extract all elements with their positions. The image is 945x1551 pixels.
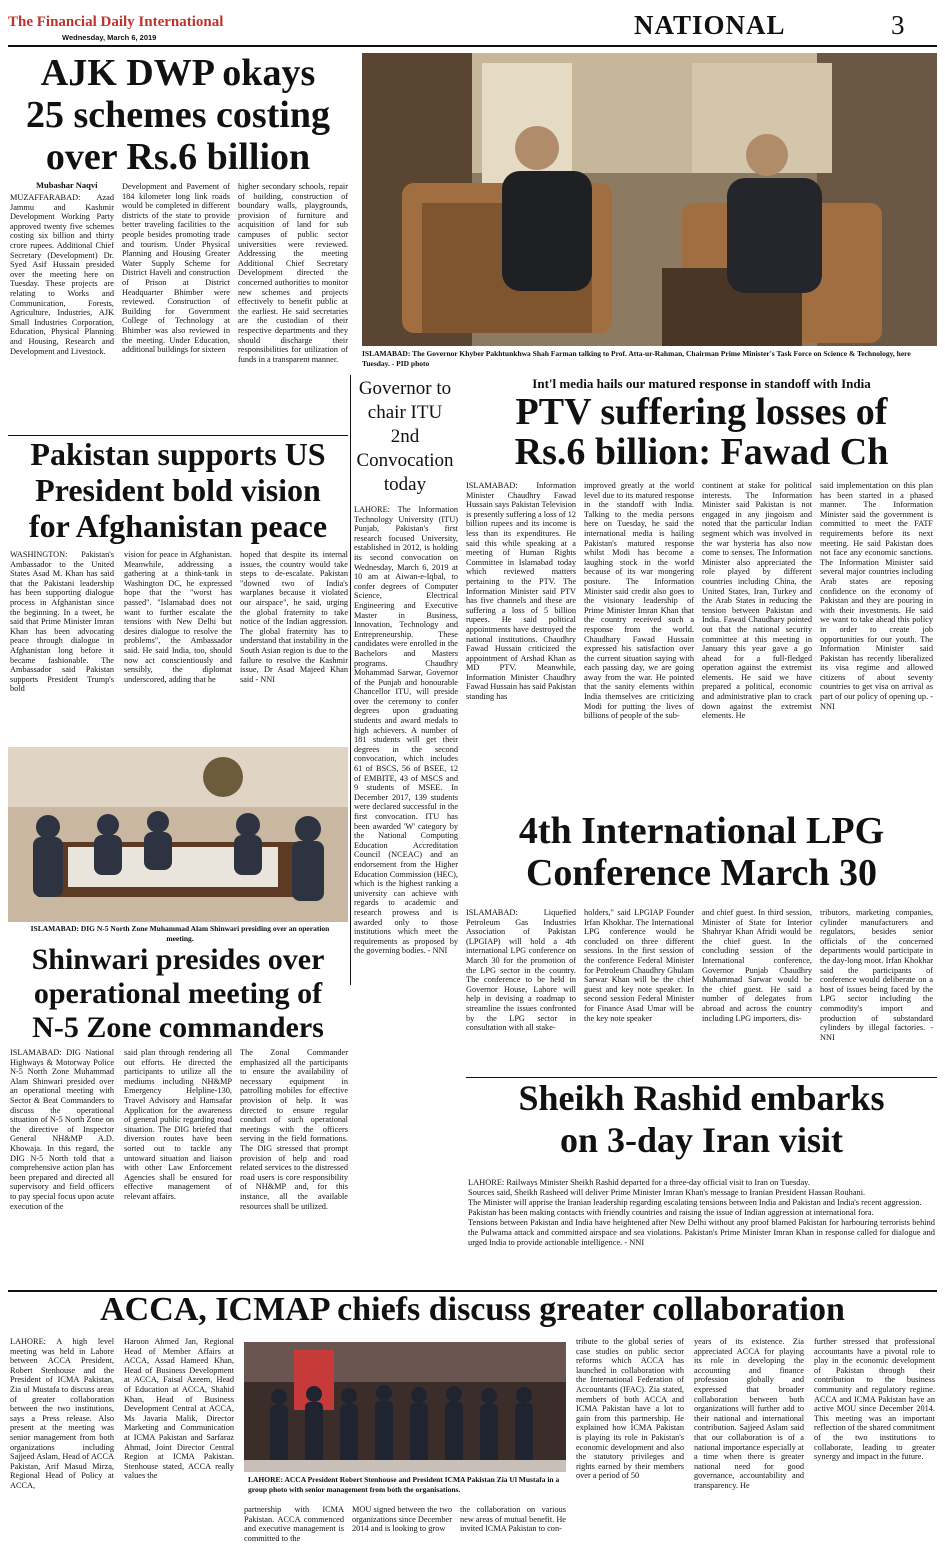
photo-governor-image: [362, 53, 937, 346]
masthead-date: Wednesday, March 6, 2019: [62, 33, 157, 42]
ptv-article: [466, 375, 937, 805]
rashid-para-1: LAHORE: Railways Minister Sheikh Rashid departed for a three-day official visit to Iran on Tuesday.: [468, 1178, 810, 1187]
acca-col-4: MOU signed between the two organizations since December 2014 and is looking to grow: [352, 1505, 452, 1534]
shinwari-col-1: ISLAMABAD: DIG National Highways & Motorway Police N-5 North Zone Muhammad Alam Shinwari presided over an operational meeting with Sector & Beat Commanders to discuss the operational situation of N-5 North Zone on the directive of Inspector General NH&MP A.D. Khowaja. In this regard, the DIG N-5 North told that a comprehensive action plan has been prepared and directed all supervisory and field officers to pay special focus upon acute execution of the: [10, 1048, 114, 1211]
ptv-headline-1: PTV suffering losses of: [515, 391, 888, 433]
afg-headline-3: for Afghanistan peace: [28, 508, 328, 544]
ptv-col-2: improved greatly at the world level due to its matured response in the standoff with India. Talking to the media persons here on Tuesday, he said the international media is hailing Pakistan's matured response whilst Modi has become a laughing stock in the world because of its war mongering posture. The Information Minister said credit also goes to the visionary leadership of Prime Minister Imran Khan that the country received such a response from the world. Chaudhary Fawad Hussain expressed his satisfaction over the current situation saying with each passing day, we are going away from the war. He pointed that the sanity elements within India themselves are criticizing Modi for putting the lives of billions of people of the sub-: [584, 481, 694, 721]
lpg-col-1: ISLAMABAD: Liquefied Petroleum Gas Industries Association of Pakistan (LPGIAP) will hold a 4th international LPG conference on March 30 for the promotion of the LPG sector in the country. The conference to be held in Governor House, Lahore will help in devising a roadmap to streamline the issues confronted by the LPG sector in consultation with all stake-: [466, 908, 576, 1033]
lpg-article: [466, 812, 937, 1077]
shinwari-article: [8, 944, 348, 1289]
lpg-col-3: and chief guest. In third session, Minister of State for Interior Shahryar Khan Afridi would be the chief guest. In the concluding session of the International conference, Governor Punjab Chaudhry Muhammad Sarwar would be the chief guest. He said a number of delegates from abroad and across the country including LPG importers, dis-: [702, 908, 812, 1023]
acca-col-3: partnership with ICMA Pakistan. ACCA commenced and executive management is committed to the: [244, 1505, 344, 1543]
rashid-body: [468, 1178, 935, 1290]
acca-col-1: LAHORE: A high level meeting was held in Lahore between ACCA President, Robert Stenhouse and the President of ICMA Pakistan, Zia ul Mustafa to discuss areas of greater collaboration between the two institutions, says a Press release. Also present at the meeting was senior management from both organizations including Sajjeed Aslam, Head of ACCA Pakistan, Arif Masud Mirza, Regional Head of Policy at ACCA,: [10, 1337, 114, 1490]
shinwari-col-3: The Zonal Commander emphasized all the participants to ensure the availability of necessary equipment in patrolling mobiles for effective provision of help. It was directed to ensure regular conduct of such operational meetings with the officers serving in the field formations. The DIG stressed that prompt provision of help and road related services to the distressed road users is core responsibility of NH&MP and, for this instance, all the available resources shall be utilized.: [240, 1048, 348, 1211]
lpg-col-2: holders," said LPGIAP Founder Irfan Khokhar. The International LPG conference would be concluded on three different sessions. In the first session of the conference Federal Minister for Petroleum Chaudhry Ghulam Sarwar Khan will be the chief guest and key note speaker. In second session Federal Minister for Finance Asad Umar will be the key note speaker: [584, 908, 694, 1023]
itu-article: [352, 375, 462, 1290]
shinwari-headline-2: operational meeting of: [33, 977, 323, 1010]
afg-headline-1: Pakistan supports US: [30, 436, 326, 472]
acca-col-6: tribute to the global series of case studies on public sector reforms which ACCA has launched in collaboration with the International Federation of Accountants (IFAC). Zia stated, members of both ACCA and ICMA Pakistan have a lot to gain from this partnership. He explained how ICMA Pakistan is playing its role in Pakistan's economic development and also the statutory privileges and rights earned by their members over a period of 50: [576, 1337, 684, 1481]
itu-text: LAHORE: The Information Technology University (ITU) Punjab, Pakistan's first research focused University, established in 2012, is holding its second convocation on Wednesday, March 6, 2019 at 10 am at Aiwan-e-Iqbal, to confer degrees of Computer Science, Electrical Engineering and Executive Master in Business, Innovation, Technology and Entrepreneurship. These candidates were enrolled in the Bachelors and Masters programs. Chaudhry Mohammad Sarwar, Governor of the Punjab and honourable Chancellor ITU, will preside over the ceremony to confer degrees upon graduating students and award medals to high achievers. A number of 181 students will get their degrees in the second convocation, which includes 61 of BSCS, 56 of BSEE, 12 of EMBITE, 43 of MSCS and 9 students of MSEE. In December 2017, 139 students were declared successful in the first convocation. ITU has been awarded 'W' category by the National Computing Education Accreditation Council (NCEAC) and an endorsement from the Higher Education Commission (HEC), which is the highest ranking a university can achieve with regards to academic and research prowess and is awarded only to those institutions which meet the requirements as proposed by the governing bodies. - NNI: [354, 505, 458, 956]
photo-dig-image: [8, 747, 348, 922]
rashid-para-2: Sources said, Sheikh Rasheed will deliver Prime Minister Imran Khan's message to Iranian President Hassan Rouhani.: [468, 1188, 866, 1197]
acca-group-photo: [244, 1342, 566, 1472]
shinwari-col-2: said plan through rendering all out efforts. He directed the participants to utilize all the mediums including NH&MP Emergency Helpline-130, Travel Advisory and Hamsafar Application for the awareness of general public regarding road situation. The DIG briefed that diversion routes have been sorted out to tackle any untoward situation and liaison with other Law Enforcement Agencies shall be ensured for effective management of relevant affairs.: [124, 1048, 232, 1201]
acca-col-7: years of its existence. Zia appreciated ACCA for playing its role in developing the accounting and finance profession globally and expressed that broader collaboration between both organizations will further add to their national and international contribution. Sajjeed Aslam said that our collaboration is of a national importance especially at a time when there is greater national need for good governance, accountability and transparency. He: [694, 1337, 804, 1490]
lpg-headline-2: Conference March 30: [525, 852, 878, 894]
shinwari-headline-3: N-5 Zone commanders: [32, 1011, 324, 1044]
ptv-kicker: Int'l media hails our matured response in standoff with India: [532, 376, 871, 391]
ptv-col-1: ISLAMABAD: Information Minister Chaudhry Fawad Hussain says Pakistan Television is presently suffering a loss of 12 billion rupees and its income is less than its expenditures. He said this while speaking at a meeting of Human Rights Committee in Islamabad today which reviewed matters pertaining to the PTV. The Information Minister said PTV has five channels and these are suffering a loss of 5 billion rupees. He said political appointments have destroyed the national institutions. Chaudhry Fawad Hussain criticized the appointment of Arshad Khan as MD PTV. Meanwhile, Information Minister Chaudhry Fawad Hussain has said Pakistan standing has: [466, 481, 576, 702]
itu-headline: Governor to chair ITU 2nd Convocation today: [356, 378, 454, 495]
ajk-col-1: MUZAFFARABAD: Azad Jammu and Kashmir Development Working Party approved twenty five schemes costing six billion and thirty crore rupees. Additional Chief Secretary (Development) Dr. Syed Asif Hussain presided over the meeting here on Tuesday. These projects are relating to Works and Communication, Forests, Agriculture, Industries, AJK Small Industries Corporation, Education, Physical Planning and Housing, Research and Development and Livestock.: [10, 193, 114, 356]
ajk-col-2: Development and Pavement of 184 kilometer long link roads would be completed in different districts of the state to provide better traveling facilities to the people besides promoting trade and tourism. Under Physical Planning and Housing Greater Water Supply Scheme for District Haveli and construction of Prison at District Headquarter Bhimber were reviewed. Construction of Building for Government College of Technology at Bhimber was also reviewed in the meeting. Under Education, additional buildings for sixteen: [122, 182, 230, 355]
afg-col-1: WASHINGTON: Pakistan's Ambassador to the United States Asad M. Khan has said that the Pakistani leadership has been supporting dialogue process in Afghanistan since the beginning. In a tweet, he said that Prime Minister Imran Khan has been advocating peace through dialogue in Afghanistan long before it became fashionable. The Ambassador said Pakistan supports President Trump's bold: [10, 550, 114, 694]
photo-dig-meeting: [8, 747, 348, 922]
acca-group-image: [244, 1342, 566, 1472]
afg-col-3: hoped that despite its internal issues, the country would take steps to de-escalate. Pakistan "downed two of India's warplanes because it violated our airspace", he said, urging the global fraternity to take notice of the Indian aggression. The global fraternity has to understand that instability in the South Asian region is due to the failure to resolve the Kashmir issue, Dr Asad Majeed Khan said - NNI: [240, 550, 348, 684]
shinwari-headline-1: Shinwari presides over: [31, 943, 325, 976]
rashid-para-3: The Minister will apprise the Iranian leadership regarding escalating tensions between India and Pakistan and India's recent aggression.: [468, 1198, 922, 1207]
acca-headline: ACCA, ICMAP chiefs discuss greater collaboration: [100, 1291, 845, 1328]
masthead-rule: [8, 45, 937, 47]
ajk-headline-2: 25 schemes costing: [26, 94, 330, 136]
ajk-col-3: higher secondary schools, repair of building, construction of boundary walls, playgrounds, provision of furniture and acquisition of land for sub campuses of public sector universities were reviewed. Addressing the meeting Additional Chief Secretary Development directed the concerned authorities to monitor new schemes and projects effectively to benefit public at the earliest. He said secretaries are the custodian of their respective departments and they should discharge their responsibilities for utilization of funds in a transparent manner.: [238, 182, 348, 364]
photo-governor-caption: ISLAMABAD: The Governor Khyber Pakhtunkhwa Shah Farman talking to Prof. Atta-ur-Rahman, Chairman Prime Minister's Task Force on Science & Technology, here Tuesday. - PID photo: [362, 349, 911, 368]
ajk-byline: Mubashar Naqvi: [36, 180, 98, 190]
rashid-headline-1: Sheikh Rashid embarks: [518, 1078, 885, 1118]
photo-dig-caption: ISLAMABAD: DIG N-5 North Zone Muhammad Alam Shinwari presiding over an operation meeting.: [30, 924, 330, 943]
acca-photo-caption: LAHORE: ACCA President Robert Stenhouse and President ICMA Pakistan Zia Ul Mustafa in a group photo with senior management from both the organisations.: [248, 1475, 560, 1494]
rashid-para-5: Tensions between Pakistan and India have heightened after New Delhi without any proof blamed Pakistan for harbouring terrorists behind the Pulwama attack and committed airspace and sea violations. Pakistan's Prime Minister Imran Khan in response called for dialogue and urged India to provide actionable intelligence. - NNI: [468, 1218, 935, 1247]
section-title: NATIONAL: [634, 10, 786, 40]
ajk-headline-1: AJK DWP okays: [40, 52, 316, 94]
ajk-article: [8, 50, 348, 435]
rashid-headline-2: on 3-day Iran visit: [559, 1120, 844, 1160]
page-number: 3: [891, 10, 905, 40]
ajk-headline-3: over Rs.6 billion: [45, 136, 311, 178]
masthead-paper-name: The Financial Daily International: [8, 14, 224, 30]
ptv-headline-2: Rs.6 billion: Fawad Ch: [514, 431, 889, 473]
acca-col-2: Haroon Ahmed Jan, Regional Head of Member Affairs at ACCA, Assad Hameed Khan, Head of Business Development at ACCA, Faisal Azeem, Head of Education at ACCA, Shahid Khan, Head of Business Development Central at ACCA, Ms Javaria Malik, Director Marketing and Communication at ICMA Pakistan and Sarfaraz Ahmad, Joint Director Central Region at ICMA Pakistan. Stenhouse stated, ACCA really values the: [124, 1337, 234, 1481]
acca-col-5: the collaboration on various new areas of mutual benefit. He invited ICMA Pakistan to con-: [460, 1505, 566, 1534]
lpg-col-4: tributors, marketing companies, cylinder manufacturers and regulators, besides senior officials of the concerned departments would participate in the day-long moot. Irfan Khokhar said the participants of conference would deliberate on a host of issues being faced by the LPG sector including the commodity's import and production of substandard cylinders by illegal factories. - NNI: [820, 908, 933, 1042]
rashid-article: [466, 1080, 937, 1290]
lpg-headline-1: 4th International LPG: [518, 810, 885, 852]
acca-article: [8, 1292, 937, 1551]
rashid-para-4: Pakistan has been making contacts with friendly countries and raising the issue of Indian aggression at international fora.: [468, 1208, 874, 1217]
afg-headline-2: President bold vision: [35, 472, 321, 508]
photo-governor-meeting: [362, 53, 937, 346]
ptv-col-4: said implementation on this plan has been started in a phased manner. The Information Minister said the government is committed to meet the FATF requirements before its next meeting. He said Pakistan does not face any economic sanctions. The Information Minister said several major countries including Arab states are reposing confidence on the economy of Pakistan and they are pouring in with their investments. He said we want to take ahead this policy in order to create job opportunities for our youth. The Information Minister said Pakistan has recently liberalized its visa regime and allowed citizens of about seventy countries to get visa on arrival as part of our policy of opening up. - NNI: [820, 481, 933, 711]
acca-col-8: further stressed that professional accountants have a pivotal role to play in the economic development of Pakistan through their contribution to the business community and regulatory regime. ACCA and ICMA Pakistan have an active MOU since December 2014. This meeting was an important reflection of the shared commitment of the two institutions to collaborate, leading to greater synergy and impact in the future.: [814, 1337, 935, 1462]
afg-col-2: vision for peace in Afghanistan. Meanwhile, addressing a gathering at a think-tank in Washington DC, he expressed hope that the "worst has passed". "Islamabad does not want to further escalate the tensions with New Delhi but desires dialogue to resolve the problems", the Ambassador said. He said India, too, should now act conscientiously and sensibly, the diplomat underscored, adding that he: [124, 550, 232, 684]
vertical-divider-left: [350, 375, 351, 985]
afg-article: [8, 436, 348, 742]
ptv-col-3: continent at stake for political interests. The Information Minister said Pakistan is not engaged in any jingoism and noted that the particular Indian segment which was involved in the war hysteria has also now come to senses. The Information Minister also appreciated the role played by different countries including China, the United States, Iran, Turkey and the Arab States in reducing the tension between Pakistan and India. Fawad Chaudhary pointed out that the national security committee at this meeting in January this year gave a go ahead for a full-fledged operation against the extremist elements. He said we have prepared a political, economic and administrative plan to crack down against the extremist elements. He: [702, 481, 812, 721]
